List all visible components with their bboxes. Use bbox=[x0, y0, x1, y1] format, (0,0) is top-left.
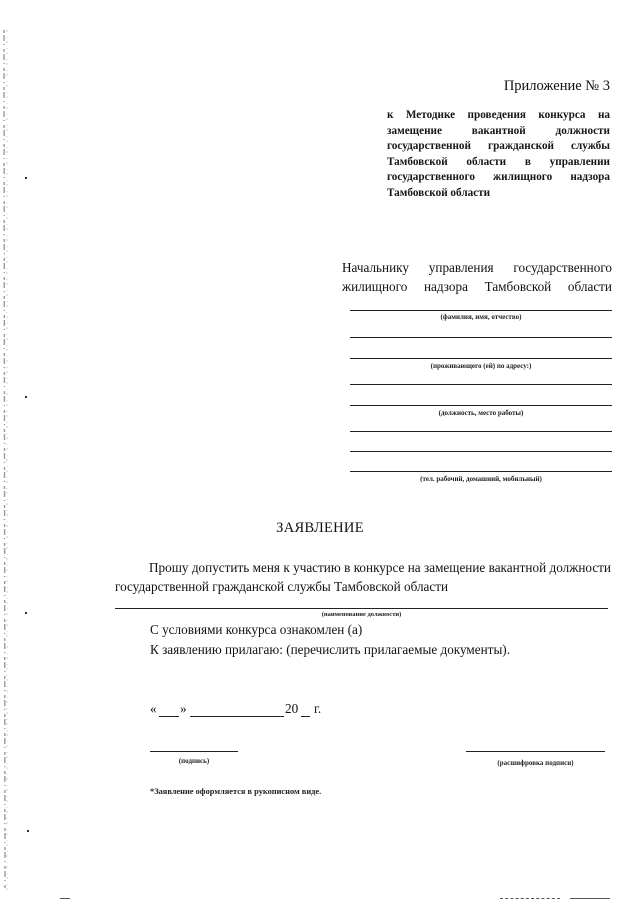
date-close-quote: » bbox=[180, 701, 187, 716]
request-paragraph: Прошу допустить меня к участию в конкурсе на замещение вакантной должности государственной гражданской службы Тамбовской области bbox=[115, 560, 611, 594]
address-caption: (проживающего (ей) по адресу:) bbox=[430, 362, 532, 370]
scan-dash bbox=[570, 898, 610, 899]
methodic-reference: к Методике проведения конкурса на замещение вакантной должности государственной гражданской службы Тамбовской области в управлении государственного жилищного надзора Тамбовской области bbox=[387, 109, 610, 199]
phones-caption: (тел. рабочий, домашний, мобильный) bbox=[420, 475, 542, 483]
position-caption: (должность, место работы) bbox=[438, 409, 524, 417]
signature-decode-line bbox=[466, 751, 605, 752]
blank-line bbox=[350, 451, 612, 452]
appendix-number: Приложение № 3 bbox=[503, 78, 610, 94]
scan-dash bbox=[500, 898, 560, 899]
statement-body bbox=[115, 558, 611, 596]
position-line bbox=[350, 405, 612, 406]
statement-title: ЗАЯВЛЕНИЕ bbox=[276, 520, 364, 536]
address-line bbox=[350, 358, 612, 359]
date-open-quote: « bbox=[150, 701, 157, 716]
position-name-caption: (наименование должности) bbox=[321, 611, 402, 618]
year-prefix: 20 bbox=[285, 701, 299, 716]
year-line bbox=[301, 716, 310, 717]
footnote: *Заявление оформляется в рукописном виде. bbox=[150, 787, 322, 796]
month-line bbox=[190, 716, 284, 717]
fio-line bbox=[350, 310, 612, 311]
addressee-text: Начальнику управления государственного жилищного надзора Тамбовской области bbox=[342, 260, 612, 294]
scan-dash bbox=[60, 898, 70, 899]
year-suffix: г. bbox=[314, 701, 322, 716]
signature-decode-caption: (расшифровка подписи) bbox=[497, 759, 574, 767]
fio-caption: (фамилия, имя, отчество) bbox=[440, 313, 522, 321]
blank-line bbox=[350, 431, 612, 432]
signature-line bbox=[150, 751, 238, 752]
acquainted-line: С условиями конкурса ознакомлен (а) bbox=[150, 622, 363, 637]
blank-line bbox=[350, 337, 612, 338]
attachments-line: К заявлению прилагаю: (перечислить прилагаемые документы). bbox=[150, 642, 510, 657]
blank-line bbox=[350, 384, 612, 385]
scan-edge-artifact bbox=[0, 30, 30, 890]
position-name-line bbox=[115, 608, 608, 609]
signature-caption: (подпись) bbox=[178, 757, 210, 765]
phones-line bbox=[350, 471, 612, 472]
day-line bbox=[159, 716, 179, 717]
